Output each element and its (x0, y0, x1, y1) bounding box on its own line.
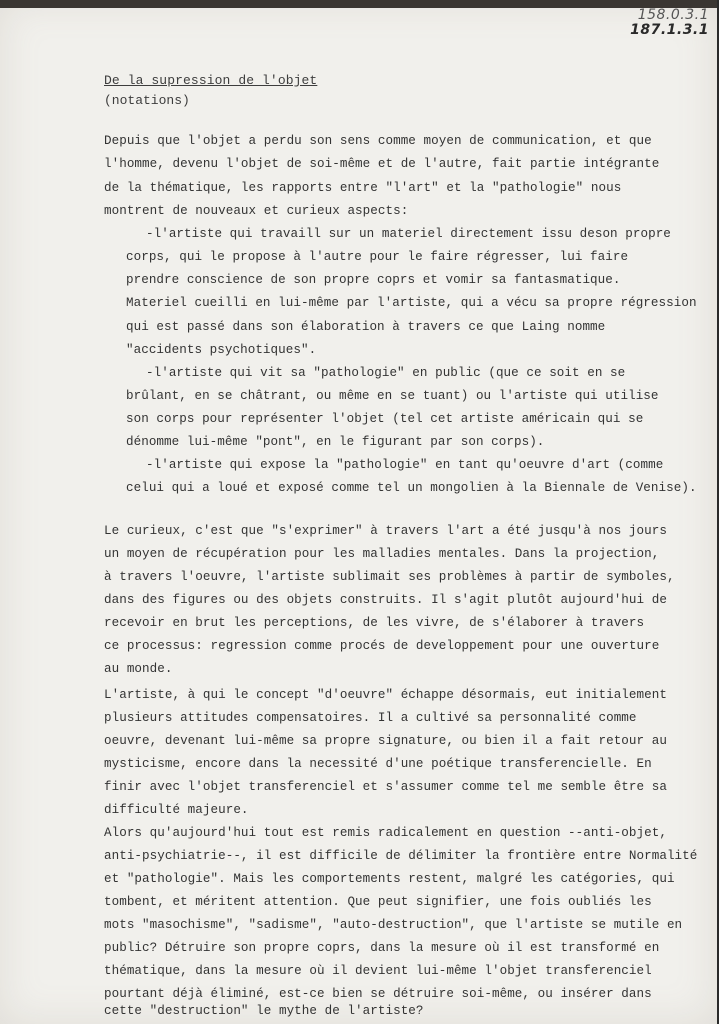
text-line: oeuvre, devenant lui-même sa propre signature, ou bien il a fait retour au (104, 734, 667, 748)
archive-ref-new: 187.1.3.1 (630, 22, 709, 38)
text-line: dans des figures ou des objets construits. Il s'agit plutôt aujourd'hui de (104, 593, 667, 607)
text-line: qui est passé dans son élaboration à travers ce que Laing nomme (126, 320, 606, 334)
text-line: et "pathologie". Mais les comportements restent, malgré les catégories, qui (104, 872, 675, 886)
archive-reference (630, 8, 709, 38)
text-line: -l'artiste qui vit sa "pathologie" en public (que ce soit en se (146, 366, 626, 380)
text-line: public? Détruire son propre coprs, dans la mesure où il est transformé en (104, 941, 660, 955)
text-line: mots "masochisme", "sadisme", "auto-destruction", que l'artiste se mutile en (104, 918, 683, 932)
text-line: Le curieux, c'est que "s'exprimer" à travers l'art a été jusqu'à nos jours (104, 524, 667, 538)
archive-ref-old: 158.0.3.1 (637, 7, 709, 23)
text-line: ce processus: regression comme procés de developpement pour une ouverture (104, 639, 660, 653)
text-line: thématique, dans la mesure où il devient lui-même l'objet transferenciel (104, 964, 652, 978)
text-line: L'artiste, à qui le concept "d'oeuvre" échappe désormais, eut initialement (104, 688, 667, 702)
text-line: pourtant déjà éliminé, est-ce bien se détruire soi-même, ou insérer dans (104, 987, 652, 1001)
text-line: "accidents psychotiques". (126, 343, 317, 357)
text-line: au monde. (104, 662, 173, 676)
text-line: son corps pour représenter l'objet (tel cet artiste américain qui se (126, 412, 644, 426)
text-line: -l'artiste qui travaill sur un materiel directement issu deson propre (146, 227, 671, 241)
text-line: corps, qui le propose à l'autre pour le faire régresser, lui faire (126, 250, 629, 264)
text-line: montrent de nouveaux et curieux aspects: (104, 204, 409, 218)
text-line: à travers l'oeuvre, l'artiste sublimait ses problèmes à partir de symboles, (104, 570, 675, 584)
text-line: cette "destruction" le mythe de l'artiste? (104, 1004, 424, 1018)
text-line: de la thématique, les rapports entre "l'art" et la "pathologie" nous (104, 181, 622, 195)
text-line: dénomme lui-même "pont", en le figurant par son corps). (126, 435, 545, 449)
document-subtitle: (notations) (104, 93, 190, 108)
text-line: l'homme, devenu l'objet de soi-même et de l'autre, fait partie intégrante (104, 157, 660, 171)
text-line: tombent, et méritent attention. Que peut signifier, une fois oubliés les (104, 895, 652, 909)
text-line: Materiel cueilli en lui-même par l'artiste, qui a vécu sa propre régression (126, 296, 697, 310)
text-line: mysticisme, encore dans la necessité d'une poétique transferencielle. En (104, 757, 652, 771)
text-line: celui qui a loué et exposé comme tel un mongolien à la Biennale de Venise). (126, 481, 697, 495)
scan-top-edge (0, 0, 717, 8)
text-line: finir avec l'objet transferenciel et s'assumer comme tel me semble être sa (104, 780, 667, 794)
text-line: anti-psychiatrie--, il est difficile de délimiter la frontière entre Normalité (104, 849, 698, 863)
document-title: De la supression de l'objet (104, 73, 318, 88)
text-line: -l'artiste qui expose la "pathologie" en tant qu'oeuvre d'art (comme (146, 458, 664, 472)
text-line: plusieurs attitudes compensatoires. Il a cultivé sa personnalité comme (104, 711, 637, 725)
text-line: difficulté majeure. (104, 803, 249, 817)
text-line: brûlant, en se châtrant, ou même en se tuant) ou l'artiste qui utilise (126, 389, 659, 403)
text-line: recevoir en brut les perceptions, de les vivre, de s'élaborer à travers (104, 616, 645, 630)
text-line: prendre conscience de son propre coprs et vomir sa fantasmatique. (126, 273, 621, 287)
text-line: Alors qu'aujourd'hui tout est remis radicalement en question --anti-objet, (104, 826, 667, 840)
text-line: un moyen de récupération pour les malladies mentales. Dans la projection, (104, 547, 660, 561)
text-line: Depuis que l'objet a perdu son sens comme moyen de communication, et que (104, 134, 652, 148)
